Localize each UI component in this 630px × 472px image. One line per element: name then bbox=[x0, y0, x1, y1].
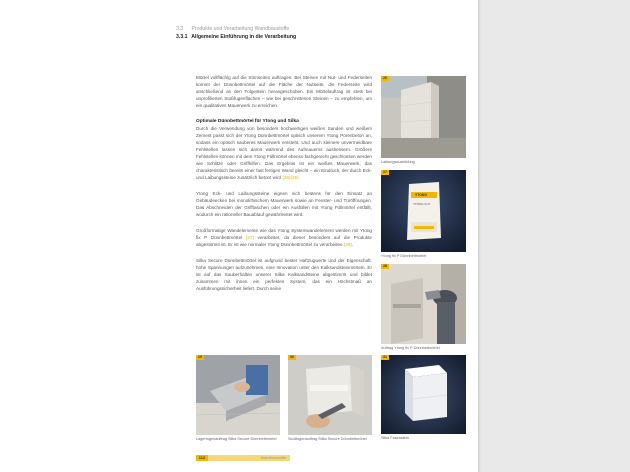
figure-number-badge: 29 bbox=[198, 355, 202, 359]
subsection-title: Allgemeine Einführung in die Verarbeitung bbox=[191, 34, 297, 40]
paragraph-2-text: Durch die Verwendung von besonders hochwertigen weißen Sanden und weißem Zement passt sich der Ytong Dünnbettmörtel optisch unserem Ytong Porenbeton an, sodass ein optisch sauberes Mauerwerk entsteht. Und auch kleinere unvermeidbare Fehlstellen lassen sich damit während des Aufmauerns ausbessern. Größere Fehlstellen können mit dem Ytong Füllmörtel ebenso fachgerecht geschlossen werden wie Schlitze oder Griffhilfen. Das Ergebnis ist ein weißes Mauerwerk, das charakteristisch bereits einer fast fertigen Wand gleicht – ein Eindruck, der durch Eck- und Laibungssteine zusätzlich betont wird bbox=[196, 126, 372, 180]
paragraph-3: Ytong Eck- und Laibungssteine eignen sich bestens für den Einsatz an Gebäudeecken bei monolithischem Mauerwerk sowie an Fenster- und Türöffnungen. Das Abschneiden der Grifftaschen oder ein Ausfüllen mit Ytong Füllmörtel entfällt, wodurch ein rationeller Bauablauf gewährleistet wird. bbox=[196, 191, 372, 217]
paragraph-2 bbox=[196, 125, 372, 181]
page-edge-shadow bbox=[478, 0, 481, 472]
page-number: 112 bbox=[196, 455, 208, 461]
figure-number-badge: 30 bbox=[290, 355, 294, 359]
figure-26-photo bbox=[381, 76, 466, 158]
figure-number-badge: 27 bbox=[383, 170, 387, 174]
figure-number-badge: 26 bbox=[383, 76, 387, 80]
subsection-number: 3.3.1 bbox=[176, 34, 188, 40]
wall-mortar-image bbox=[381, 264, 466, 344]
subsection-header bbox=[176, 34, 296, 40]
paragraph-4 bbox=[196, 227, 372, 248]
figure-reference-link[interactable]: (28) bbox=[343, 242, 352, 247]
head-joint-image bbox=[288, 355, 372, 435]
silka-block-image bbox=[381, 355, 466, 434]
figure-reference-link[interactable]: (27) bbox=[245, 235, 254, 240]
section-header bbox=[176, 26, 289, 32]
bag-product-label: YTONG fix P bbox=[413, 202, 431, 206]
footer-chapter-label: Wandbaustoffe bbox=[208, 455, 290, 461]
figure-27-photo bbox=[381, 170, 466, 252]
bed-joint-image bbox=[196, 355, 280, 435]
body-text-column bbox=[196, 74, 372, 301]
figure-31-caption: Silka Fasenstein bbox=[381, 436, 409, 440]
figure-28-photo bbox=[381, 264, 466, 344]
paragraph-1: Mörtel vollflächig auf die Stirnseiten auftragen. Bei Steinen mit Nut- und Federseiten kommt der Dünnbettmörtel auf die Fläche der Nutseite, die Federseite wird anschließend an den Folgestein herangeschoben. Ein Mörtelauftrag ist stets bei unprofilierten Stoßfugenflächen – wie bei geschnittenen Steinen – zu empfehlen, um ein qualitatives Mauerwerk zu erreichen. bbox=[196, 75, 372, 108]
figure-27-caption: Ytong fix P Dünnbettmörtel bbox=[381, 254, 427, 258]
figure-reference-link[interactable]: (26)(26) bbox=[282, 175, 299, 180]
section-title: Produkte und Verarbeitung Wandbaustoffe bbox=[191, 26, 290, 32]
figure-28-caption: Auftrag Ytong fix P Dünnbettmörtel bbox=[381, 346, 440, 350]
figure-26-caption: Laibungsausbildung bbox=[381, 160, 415, 164]
bag-brand-label: YTONG bbox=[415, 193, 427, 197]
paragraph-4-end: . bbox=[351, 242, 354, 247]
figure-29-caption: Lagerfugenauftrag Silka Secure Dünnbettmörtel bbox=[196, 437, 277, 441]
reveal-photo-image bbox=[381, 76, 466, 158]
figure-number-badge: 31 bbox=[383, 355, 387, 359]
paragraph-4-middle: verarbeitet, da dieser besonders auf die Produkte abgestimmt ist. Er ist wie normaler Ytong Dünnbettmörtel zu verarbeiten bbox=[196, 235, 372, 247]
mortar-bag-image bbox=[381, 170, 466, 252]
figure-31-photo bbox=[381, 355, 466, 434]
figure-30-caption: Stoßfugenauftrag Silka Secure Dünnbettmörtel bbox=[288, 437, 367, 441]
paragraph-5: Silka Secure Dünnbettmörtel ist aufgrund bester Haftzugwerte und der Eigenschaft, hohe Spannungen aufzunehmen, eine Innovation unter den Kalksandsteinmörteln. Er ist auf das Sauberhalten unserer Silka Kalksandsteine abgestimmt und bildet zusammen mit ihnen ein perfektes System, das ein Höchstmaß an Ausführungssicherheit liefert. Durch seine bbox=[196, 258, 372, 291]
paragraph-heading: Optimale Dünnbettmörtel für Ytong und Silka bbox=[196, 119, 299, 124]
paragraph-4-text: Großformatige Wandelemente wie das Ytong Systemwandelement werden mit Ytong fix P Dünnbettmörtel bbox=[196, 228, 372, 240]
figure-30-photo bbox=[288, 355, 372, 435]
figure-number-badge: 28 bbox=[383, 264, 387, 268]
section-number: 3.3 bbox=[176, 26, 184, 32]
figure-29-photo bbox=[196, 355, 280, 435]
